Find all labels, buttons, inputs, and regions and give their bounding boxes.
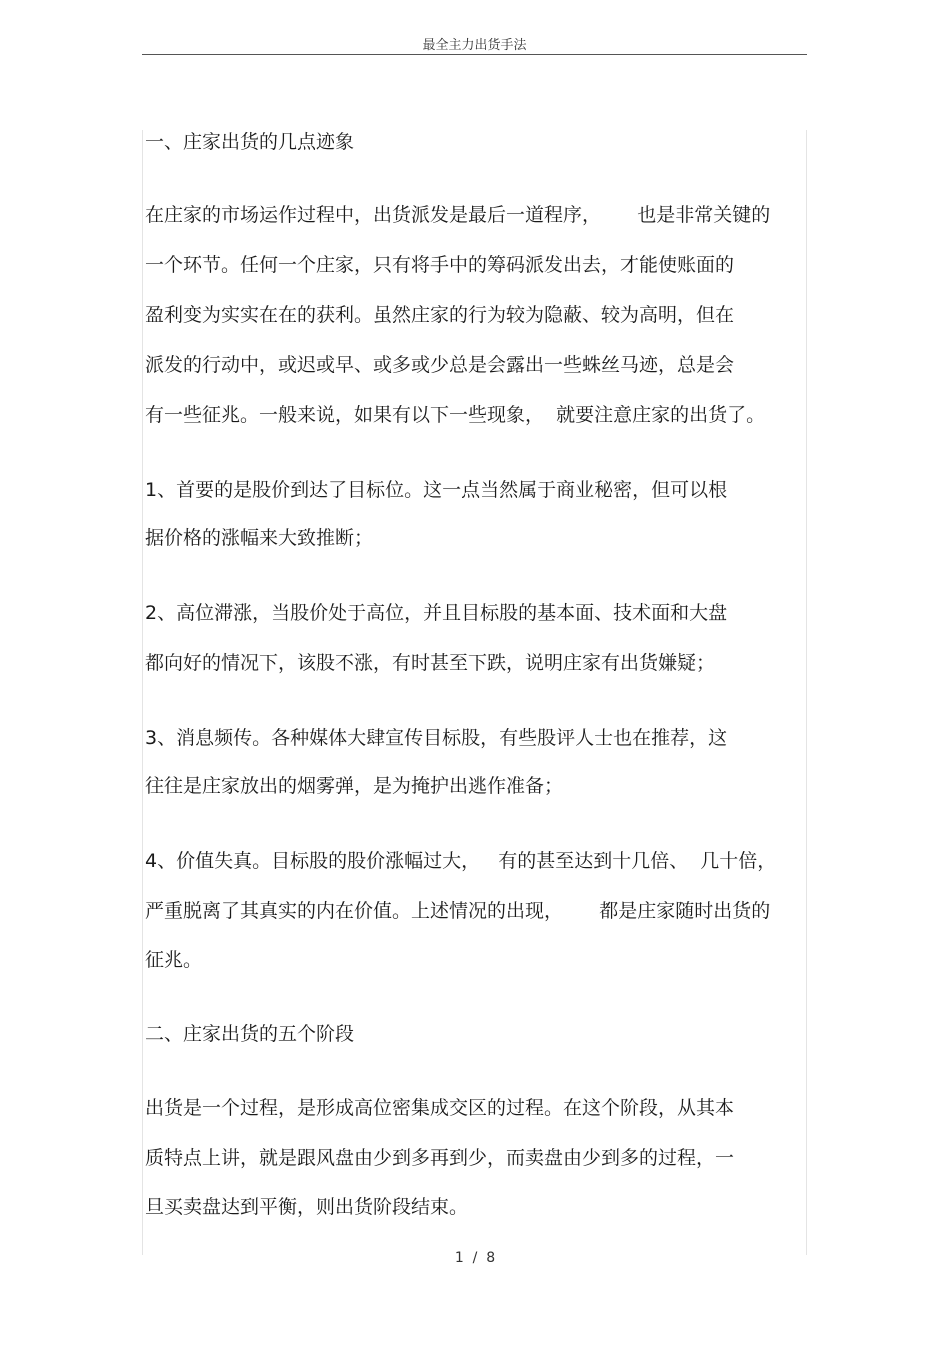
list-item-1-line: 1、首要的是股价到达了目标位。这一点当然属于商业秘密，但可以根 (145, 479, 728, 501)
left-margin-line (142, 130, 143, 1255)
list-item-4-line: 4、价值失真。目标股的股价涨幅过大， 有的甚至达到十几倍、 几十倍， (145, 850, 777, 872)
list-item-4-line: 征兆。 (145, 949, 203, 971)
list-item-2-line: 2、高位滞涨，当股价处于高位，并且目标股的基本面、技术面和大盘 (145, 602, 728, 624)
paragraph-line: 一个环节。任何一个庄家，只有将手中的筹码派发出去，才能使账面的 (145, 254, 735, 276)
header-rule (142, 54, 807, 55)
list-item-4-line: 严重脱离了其真实的内在价值。上述情况的出现， 都是庄家随时出货的 (145, 900, 771, 922)
list-item-3-line: 往往是庄家放出的烟雾弹，是为掩护出逃作准备； (145, 775, 564, 797)
section-heading-1: 一、庄家出货的几点迹象 (145, 131, 355, 153)
page-number: 1 / 8 (454, 1250, 496, 1266)
paragraph-line: 有一些征兆。一般来说，如果有以下一些现象， 就要注意庄家的出货了。 (145, 404, 766, 426)
running-header: 最全主力出货手法 (422, 38, 527, 53)
paragraph-line: 盈利变为实实在在的获利。虽然庄家的行为较为隐蔽、较为高明，但在 (145, 304, 735, 326)
paragraph-line: 质特点上讲，就是跟风盘由少到多再到少，而卖盘由少到多的过程，一 (145, 1147, 735, 1169)
paragraph-line: 在庄家的市场运作过程中，出货派发是最后一道程序， 也是非常关键的 (145, 204, 771, 226)
right-margin-line (806, 130, 807, 1255)
paragraph-line: 出货是一个过程，是形成高位密集成交区的过程。在这个阶段，从其本 (145, 1097, 735, 1119)
paragraph-line: 派发的行动中，或迟或早、或多或少总是会露出一些蛛丝马迹，总是会 (145, 354, 735, 376)
list-item-2-line: 都向好的情况下，该股不涨，有时甚至下跌，说明庄家有出货嫌疑； (145, 652, 716, 674)
section-heading-2: 二、庄家出货的五个阶段 (145, 1023, 355, 1045)
list-item-1-line: 据价格的涨幅来大致推断； (145, 527, 374, 549)
paragraph-line: 旦买卖盘达到平衡，则出货阶段结束。 (145, 1196, 469, 1218)
list-item-3-line: 3、消息频传。各种媒体大肆宣传目标股，有些股评人士也在推荐，这 (145, 727, 728, 749)
